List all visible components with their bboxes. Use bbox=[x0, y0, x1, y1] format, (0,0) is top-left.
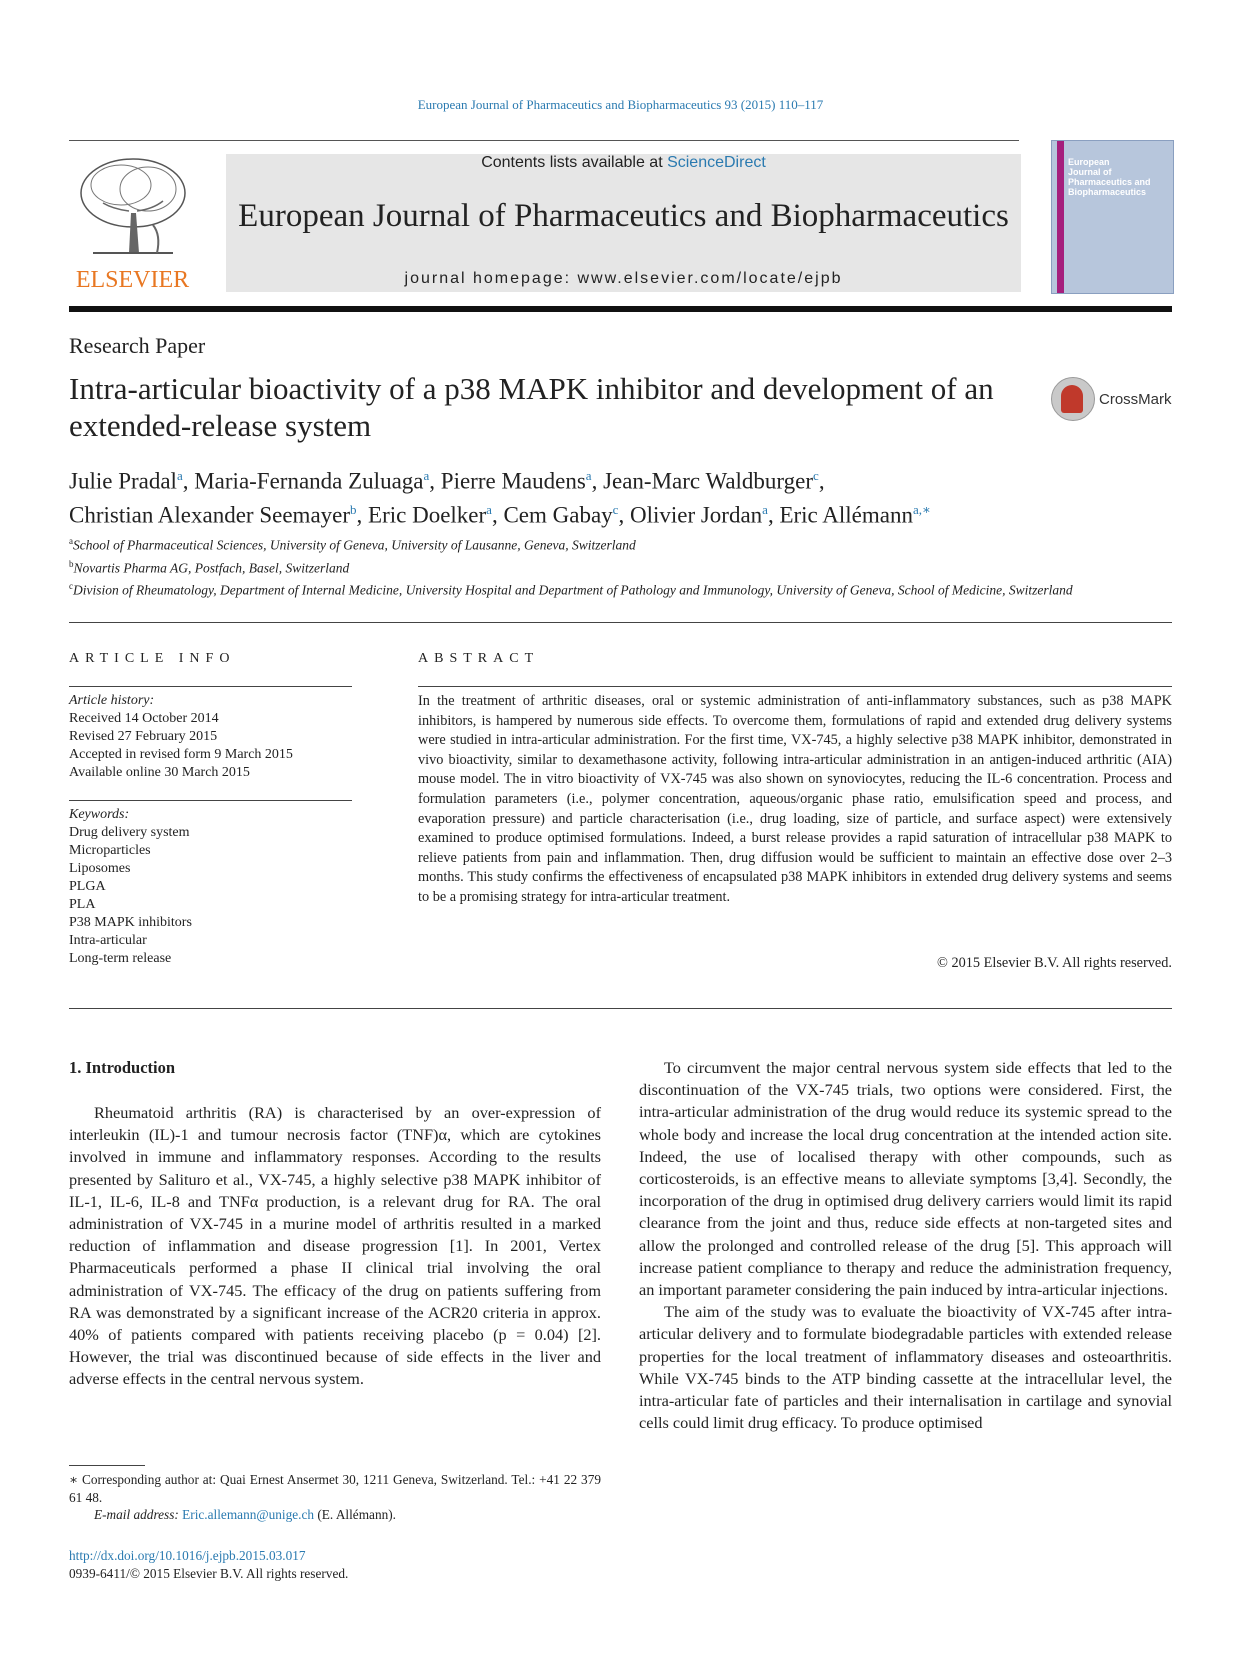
header-rule bbox=[69, 140, 1019, 141]
footnote-rule bbox=[69, 1465, 145, 1466]
keyword-item: Microparticles bbox=[69, 843, 151, 858]
keyword-list bbox=[69, 806, 359, 968]
author-name: Julie Pradal bbox=[69, 468, 177, 494]
doi-link[interactable]: http://dx.doi.org/10.1016/j.ejpb.2015.03.017 bbox=[69, 1548, 306, 1563]
author-name: Olivier Jordan bbox=[629, 502, 763, 528]
abstract-rule bbox=[418, 686, 1172, 687]
cover-stripe bbox=[1057, 141, 1064, 293]
history-item: Received 14 October 2014 bbox=[69, 711, 219, 726]
body-paragraph: The aim of the study was to evaluate the bioactivity of VX-745 after intra-articular delivery and to formulate biodegradable particles with extended release properties for the local treatment of inflammatory diseases and osteoarthritis. While VX-745 binds to the ATP binding cassette at the intracellular level, the intra-articular fate of particles and their internalisation in cartilage and synovial cells could limit drug efficacy. To produce optimised bbox=[639, 1302, 1172, 1433]
body-paragraph: Rheumatoid arthritis (RA) is characterised by an over-expression of interleukin (IL)-1 and tumour necrosis factor (TNF)α, which are cytokines involved in immune and inflammatory responses. According to the results presented by Salituro et al., VX-745, a highly selective p38 MAPK inhibitor of IL-1, IL-6, IL-8 and TNFα production, is a relevant drug for RA. The oral administration of VX-745 in a murine model of arthritis resulted in a marked reduction of inflammation and disease progression [1]. In 2001, Vertex Pharmaceuticals performed a phase II clinical trial involving the oral administration of VX-745. The efficacy of the drug on patients suffering from RA was demonstrated by a significant increase of the ACR20 criteria in approx. 40% of patients compared with patients receiving placebo (p = 0.04) [2]. However, the trial was discontinued because of side effects in the liver and adverse effects in the central nervous system. bbox=[69, 1103, 601, 1389]
article-history bbox=[69, 692, 359, 782]
keyword-item: P38 MAPK inhibitors bbox=[69, 915, 192, 930]
abstract-text: In the treatment of arthritic diseases, oral or systemic administration of anti-inflammatory substances, such as p38 MAPK inhibitors, is hampered by numerous side effects. To overcome them, formulations of rapid and extended drug delivery systems were studied in intra-articular administration. For the first time, VX-745, a highly selective p38 MAPK inhibitor, demonstrated in vivo bioactivity, similar to dexamethasone activity, following intra-articular administration in an antigen-induced arthritic (AIA) mouse model. The in vitro bioactivity of VX-745 was also shown on synoviocytes, reducing the IL-6 concentration. Process and formulation parameters (i.e., polymer concentration, aqueous/organic phase ratio, emulsification speed and process, and evaporation pressure) and particle characterisation (i.e., drug loading, size of particle, and surface aspect) were extensively examined to produce optimised formulations. Indeed, a burst release provides a rapid saturation of intracellular p38 MAPK to relieve patients from pain and inflammation. Then, drug diffusion would be sufficient to maintain an effective dose over 2–3 months. This study confirms the effectiveness of encapsulated p38 MAPK inhibitors in extended drug delivery systems and seems to be a promising strategy for intra-articular treatment. bbox=[418, 693, 1172, 905]
author-name: Eric Allémann bbox=[779, 502, 913, 528]
author-affiliation-link[interactable]: a bbox=[486, 501, 492, 517]
body-paragraph: To circumvent the major central nervous system side effects that led to the discontinuation of the VX-745 trials, two options were considered. First, the intra-articular administration of the drug would reduce its systemic spread to the whole body and increase the local drug concentration at the intended action site. Indeed, the use of localised therapy with other compounds, such as corticosteroids, is an effective means to alleviate symptoms [3,4]. Secondly, the incorporation of the drug in optimised drug delivery carriers would limit its rapid clearance from the joint and thus, reduce side effects at non-targeted sites and allow the prolonged and controlled release of the drug [5]. This approach will increase patient compliance to therapy and reduce the administration frequency, an important parameter considering the pain induced by intra-articular injections. bbox=[639, 1058, 1172, 1300]
body-column-right bbox=[639, 1057, 1172, 1434]
history-label: Article history: bbox=[69, 693, 155, 708]
crossmark-label: CrossMark bbox=[1099, 391, 1172, 408]
history-item: Revised 27 February 2015 bbox=[69, 729, 218, 744]
author-name: Jean-Marc Waldburger bbox=[603, 468, 814, 494]
author-name: Cem Gabay bbox=[503, 502, 613, 528]
issn-line: 0939-6411/© 2015 Elsevier B.V. All rights reserved. bbox=[69, 1566, 349, 1581]
crossmark-icon bbox=[1051, 377, 1095, 421]
author-affiliation-link[interactable]: c bbox=[612, 501, 619, 517]
affiliation-list bbox=[69, 532, 1079, 600]
author-affiliation-link[interactable]: a bbox=[423, 468, 430, 483]
introduction-heading: 1. Introduction bbox=[69, 1058, 176, 1077]
keyword-item: Drug delivery system bbox=[69, 825, 190, 840]
author-affiliation-link[interactable]: c bbox=[813, 468, 819, 483]
author-affiliation-link[interactable]: b bbox=[350, 501, 357, 517]
author-affiliation-link[interactable]: a bbox=[762, 501, 768, 517]
abstract-heading: ABSTRACT bbox=[418, 651, 540, 666]
journal-homepage[interactable]: journal homepage: www.elsevier.com/locate/ejpb bbox=[404, 270, 843, 287]
crossmark-badge[interactable] bbox=[1051, 377, 1171, 421]
journal-name: European Journal of Pharmaceutics and Biopharmaceutics bbox=[238, 198, 1009, 234]
doi-block bbox=[69, 1547, 348, 1583]
keyword-item: Long-term release bbox=[69, 951, 172, 966]
journal-banner bbox=[226, 154, 1021, 292]
author-name: Pierre Maudens bbox=[440, 468, 586, 494]
section-rule bbox=[69, 622, 1172, 623]
abstract-copyright: © 2015 Elsevier B.V. All rights reserved. bbox=[937, 955, 1172, 971]
header-thick-rule bbox=[69, 306, 1172, 312]
author-name: Maria-Fernanda Zuluaga bbox=[194, 468, 424, 494]
author-email-link[interactable]: Eric.allemann@unige.ch bbox=[182, 1507, 315, 1522]
history-item: Available online 30 March 2015 bbox=[69, 765, 250, 780]
keyword-item: PLA bbox=[69, 897, 96, 912]
keyword-item: Intra-articular bbox=[69, 933, 147, 948]
keyword-item: Liposomes bbox=[69, 861, 131, 876]
author-name: Eric Doelker bbox=[368, 502, 487, 528]
author-affiliation-link[interactable]: a bbox=[585, 468, 592, 483]
author-affiliation-link[interactable]: a bbox=[176, 468, 183, 483]
affiliation-item: $^a$School of Pharmaceutical Sciences, University of Geneva, University of Lausanne, Geneva, Switzerland bbox=[69, 536, 636, 553]
author-name: Christian Alexander Seemayer bbox=[69, 502, 351, 528]
corresponding-author-footnote: ∗ Corresponding author at: Quai Ernest Ansermet 30, 1211 Geneva, Switzerland. Tel.: +41 22 379 61 48. bbox=[69, 1472, 601, 1505]
email-line: E-mail address: Eric.allemann@unige.ch (E. Allémann). bbox=[94, 1507, 397, 1522]
keywords-rule bbox=[69, 800, 352, 801]
journal-citation[interactable]: European Journal of Pharmaceutics and Biopharmaceutics 93 (2015) 110–117 bbox=[417, 97, 824, 112]
body-rule bbox=[69, 1008, 1172, 1009]
history-item: Accepted in revised form 9 March 2015 bbox=[69, 747, 293, 762]
sciencedirect-link[interactable]: ScienceDirect bbox=[667, 154, 766, 171]
body-column-left bbox=[69, 1102, 601, 1391]
journal-cover-thumbnail[interactable] bbox=[1051, 140, 1174, 294]
cover-title: European Journal of Pharmaceutics and Biopharmaceutics bbox=[1068, 157, 1151, 197]
elsevier-tree-icon bbox=[73, 153, 191, 265]
elsevier-logo[interactable] bbox=[69, 153, 196, 294]
article-info-heading: ARTICLE INFO bbox=[69, 651, 236, 666]
affiliation-item: $^c$Division of Rheumatology, Department of Internal Medicine, University Hospital and Department of Pathology and Immunology, University of Geneva, School of Medicine, Switzerland bbox=[69, 581, 1073, 598]
article-title: Intra-articular bioactivity of a p38 MAPK inhibitor and development of an extended-release system bbox=[69, 371, 994, 443]
keyword-item: PLGA bbox=[69, 879, 106, 894]
author-affiliation-link[interactable]: a,∗ bbox=[912, 501, 931, 517]
affiliation-item: $^b$Novartis Pharma AG, Postfach, Basel, Switzerland bbox=[69, 558, 350, 575]
elsevier-wordmark: ELSEVIER bbox=[75, 267, 190, 293]
article-info-rule bbox=[69, 686, 352, 687]
author-list: Julie Pradal$^a$, Maria-Fernanda Zuluaga$^a$, Pierre Maudens$^a$, Jean-Marc Waldburger$^c$, Christian Alexander Seemayer$^b$, Eric Doelker$^a$, Cem Gabay$^c$, Olivier Jordan$^a$, Eric Allémann$^{a,∗}$ bbox=[69, 468, 931, 528]
contents-line: Contents lists available at ScienceDirect bbox=[481, 154, 766, 171]
paper-type: Research Paper bbox=[69, 333, 206, 358]
keywords-label: Keywords: bbox=[69, 807, 130, 822]
